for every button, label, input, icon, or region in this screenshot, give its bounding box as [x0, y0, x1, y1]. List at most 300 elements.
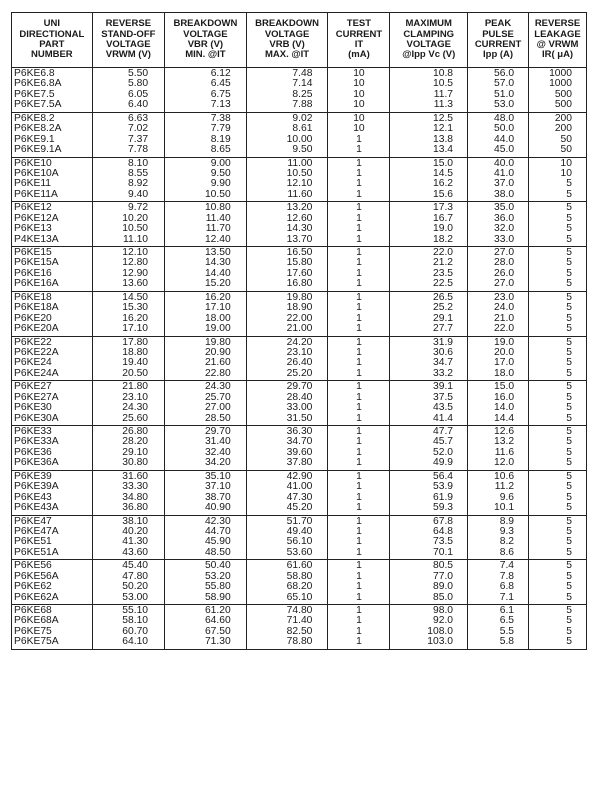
- breakdown-min-value: 48.50: [204, 546, 231, 558]
- breakdown-max-value: 19.80: [286, 291, 313, 303]
- peak-pulse-current-value: 10.6: [494, 470, 515, 482]
- clamping-voltage-value: 47.7: [432, 426, 454, 437]
- test-current-cell: [328, 336, 390, 381]
- table-row-group: [12, 112, 587, 157]
- clamping-voltage-value: 64.8: [432, 525, 454, 537]
- breakdown-max-value: 7.88: [292, 99, 313, 111]
- standoff-voltage-cell: [92, 247, 164, 292]
- clamping-voltage-value: 92.0: [432, 615, 454, 627]
- standoff-voltage-value: 20.50: [122, 367, 149, 379]
- clamping-voltage-value: 27.7: [432, 323, 454, 335]
- table-body: [12, 68, 587, 650]
- breakdown-min-cell: [165, 560, 247, 605]
- peak-pulse-current-value: 13.2: [494, 436, 515, 448]
- clamping-voltage-value: 11.7: [433, 88, 454, 100]
- test-current-cell: [328, 605, 390, 650]
- part-number-value: P6KE68A: [14, 615, 59, 627]
- breakdown-max-value: 39.60: [286, 446, 313, 458]
- clamping-voltage-value: 22.0: [432, 247, 454, 258]
- peak-pulse-current-value: 9.6: [499, 491, 515, 503]
- col-breakdown-max-header: [246, 13, 328, 68]
- breakdown-max-value: 10.50: [286, 167, 313, 179]
- clamping-voltage-value: 53.9: [432, 481, 454, 493]
- breakdown-min-value: 10.80: [204, 202, 231, 214]
- standoff-voltage-value: 7.02: [128, 123, 149, 135]
- breakdown-max-value: 7.48: [292, 68, 313, 79]
- standoff-voltage-value: 13.60: [122, 278, 149, 290]
- peak-pulse-current-value: 8.6: [499, 546, 515, 558]
- part-number-value: P6KE15A: [14, 257, 59, 269]
- peak-pulse-current-value: 5.8: [499, 636, 515, 648]
- clamping-voltage-cell: [390, 291, 468, 336]
- reverse-leakage-value: 5: [566, 291, 572, 303]
- header-text-line: CLAMPING: [403, 28, 455, 40]
- part-number-value: P6KE30A: [14, 412, 59, 424]
- part-number-cell: [12, 112, 93, 157]
- peak-pulse-current-value: 11.6: [494, 446, 515, 458]
- breakdown-min-value: 19.00: [204, 323, 231, 335]
- header-text-line: @Ipp Vc (V): [402, 49, 456, 61]
- standoff-voltage-value: 28.20: [122, 436, 149, 448]
- peak-pulse-current-cell: [468, 247, 529, 292]
- peak-pulse-current-value: 38.0: [494, 188, 515, 200]
- breakdown-min-value: 18.00: [204, 312, 231, 324]
- test-current-value: 1: [356, 267, 362, 279]
- breakdown-max-value: 8.61: [292, 123, 313, 135]
- test-current-value: 1: [356, 257, 362, 269]
- breakdown-max-value: 13.20: [286, 202, 313, 214]
- peak-pulse-current-value: 27.0: [494, 278, 515, 290]
- breakdown-min-value: 40.90: [204, 502, 231, 514]
- part-number-value: P6KE56A: [14, 570, 59, 582]
- test-current-value: 1: [356, 570, 362, 582]
- peak-pulse-current-value: 56.0: [494, 68, 515, 79]
- header-text-line: REVERSE: [105, 18, 152, 30]
- breakdown-min-value: 9.00: [210, 157, 231, 169]
- clamping-voltage-value: 37.5: [432, 391, 454, 403]
- reverse-leakage-cell: [529, 560, 587, 605]
- breakdown-min-value: 44.70: [204, 525, 231, 537]
- clamping-voltage-value: 18.2: [432, 233, 454, 245]
- standoff-voltage-cell: [92, 560, 164, 605]
- part-number-value: P6KE36: [14, 446, 52, 458]
- breakdown-min-cell: [165, 68, 247, 113]
- reverse-leakage-value: 5: [566, 536, 572, 548]
- breakdown-max-value: 7.14: [292, 78, 313, 90]
- clamping-voltage-value: 17.3: [432, 202, 454, 214]
- part-number-value: P6KE10: [14, 157, 52, 169]
- peak-pulse-current-value: 7.8: [499, 570, 515, 582]
- clamping-voltage-value: 30.6: [432, 346, 454, 358]
- peak-pulse-current-value: 10.1: [494, 502, 515, 514]
- breakdown-max-value: 37.80: [286, 457, 313, 469]
- standoff-voltage-value: 41.30: [122, 536, 149, 548]
- test-current-value: 1: [356, 470, 362, 482]
- breakdown-min-value: 21.60: [204, 357, 231, 369]
- standoff-voltage-value: 10.50: [122, 223, 149, 235]
- reverse-leakage-value: 5: [566, 257, 572, 269]
- reverse-leakage-cell: [529, 247, 587, 292]
- test-current-value: 1: [356, 346, 362, 358]
- test-current-value: 1: [356, 367, 362, 379]
- breakdown-min-value: 58.90: [204, 591, 231, 603]
- clamping-voltage-value: 15.0: [432, 157, 454, 169]
- clamping-voltage-value: 21.2: [432, 257, 454, 269]
- reverse-leakage-value: 5: [566, 636, 572, 648]
- breakdown-min-value: 37.10: [204, 481, 231, 493]
- standoff-voltage-cell: [92, 381, 164, 426]
- reverse-leakage-value: 5: [566, 267, 572, 279]
- peak-pulse-current-value: 48.0: [494, 112, 515, 124]
- peak-pulse-current-value: 12.6: [494, 426, 515, 437]
- clamping-voltage-value: 16.2: [432, 178, 454, 190]
- test-current-value: 1: [356, 625, 362, 637]
- reverse-leakage-cell: [529, 336, 587, 381]
- peak-pulse-current-value: 27.0: [494, 247, 515, 258]
- col-test-current-header: [328, 13, 390, 68]
- test-current-value: 1: [356, 491, 362, 503]
- clamping-voltage-value: 34.7: [432, 357, 454, 369]
- part-number-cell: [12, 426, 93, 471]
- reverse-leakage-value: 5: [566, 202, 572, 214]
- part-number-value: P4KE13A: [14, 233, 59, 245]
- reverse-leakage-value: 50: [560, 133, 572, 145]
- breakdown-min-value: 34.20: [204, 457, 231, 469]
- standoff-voltage-value: 25.60: [122, 412, 149, 424]
- breakdown-min-value: 29.70: [204, 426, 231, 437]
- standoff-voltage-value: 17.10: [122, 323, 149, 335]
- peak-pulse-current-cell: [468, 336, 529, 381]
- part-number-value: P6KE27A: [14, 391, 59, 403]
- breakdown-max-cell: [246, 202, 328, 247]
- reverse-leakage-cell: [529, 515, 587, 560]
- standoff-voltage-value: 19.40: [122, 357, 149, 369]
- breakdown-max-value: 31.50: [286, 412, 313, 424]
- breakdown-max-cell: [246, 291, 328, 336]
- part-number-cell: [12, 247, 93, 292]
- test-current-value: 1: [356, 426, 362, 437]
- clamping-voltage-value: 25.2: [432, 302, 454, 314]
- test-current-cell: [328, 247, 390, 292]
- part-number-value: P6KE39: [14, 470, 52, 482]
- breakdown-max-cell: [246, 112, 328, 157]
- clamping-voltage-value: 56.4: [432, 470, 454, 482]
- peak-pulse-current-cell: [468, 560, 529, 605]
- clamping-voltage-value: 61.9: [432, 491, 454, 503]
- clamping-voltage-value: 52.0: [432, 446, 454, 458]
- reverse-leakage-value: 5: [566, 502, 572, 514]
- clamping-voltage-value: 70.1: [432, 546, 454, 558]
- test-current-value: 1: [356, 223, 362, 235]
- breakdown-max-value: 9.02: [292, 112, 313, 124]
- test-current-cell: [328, 515, 390, 560]
- peak-pulse-current-value: 21.0: [494, 312, 515, 324]
- table-row-group: [12, 68, 587, 113]
- header-text-line: VOLTAGE: [264, 28, 310, 40]
- test-current-value: 1: [356, 560, 362, 572]
- clamping-voltage-cell: [390, 381, 468, 426]
- breakdown-min-value: 31.40: [204, 436, 231, 448]
- test-current-value: 1: [356, 157, 362, 169]
- clamping-voltage-value: 12.5: [432, 112, 454, 124]
- part-number-value: P6KE62A: [14, 591, 59, 603]
- breakdown-min-value: 28.50: [204, 412, 231, 424]
- clamping-voltage-cell: [390, 157, 468, 202]
- peak-pulse-current-cell: [468, 112, 529, 157]
- reverse-leakage-cell: [529, 426, 587, 471]
- peak-pulse-current-value: 6.8: [499, 581, 515, 593]
- header-text-line: VOLTAGE: [406, 39, 451, 50]
- peak-pulse-current-cell: [468, 157, 529, 202]
- reverse-leakage-cell: [529, 291, 587, 336]
- part-number-value: P6KE7.5A: [14, 99, 62, 111]
- part-number-value: P6KE20A: [14, 323, 59, 335]
- reverse-leakage-value: 50: [560, 144, 572, 156]
- part-number-value: P6KE33A: [14, 436, 59, 448]
- clamping-voltage-value: 19.0: [432, 223, 454, 235]
- part-number-value: P6KE18: [14, 291, 52, 303]
- standoff-voltage-value: 38.10: [122, 515, 149, 527]
- breakdown-max-value: 78.80: [286, 636, 313, 648]
- breakdown-min-value: 67.50: [204, 625, 231, 637]
- breakdown-max-value: 12.10: [286, 178, 313, 190]
- part-number-value: P6KE8.2A: [14, 123, 62, 135]
- standoff-voltage-value: 24.30: [122, 402, 149, 414]
- test-current-value: 10: [353, 112, 365, 124]
- breakdown-max-value: 15.80: [286, 257, 313, 269]
- table-row-group: [12, 202, 587, 247]
- test-current-value: 1: [356, 412, 362, 424]
- col-part-number-header: [12, 13, 93, 68]
- reverse-leakage-value: 5: [566, 470, 572, 482]
- peak-pulse-current-value: 7.1: [499, 591, 515, 603]
- reverse-leakage-value: 5: [566, 426, 572, 437]
- standoff-voltage-cell: [92, 336, 164, 381]
- peak-pulse-current-cell: [468, 470, 529, 515]
- standoff-voltage-value: 8.10: [128, 157, 149, 169]
- reverse-leakage-value: 200: [554, 123, 572, 135]
- peak-pulse-current-cell: [468, 291, 529, 336]
- test-current-value: 1: [356, 357, 362, 369]
- standoff-voltage-value: 45.40: [122, 560, 149, 572]
- reverse-leakage-value: 5: [566, 457, 572, 469]
- reverse-leakage-value: 200: [554, 112, 572, 124]
- test-current-cell: [328, 381, 390, 426]
- peak-pulse-current-value: 50.0: [494, 123, 515, 135]
- header-text-line: STAND-OFF: [101, 28, 156, 40]
- part-number-value: P6KE56: [14, 560, 52, 572]
- test-current-cell: [328, 470, 390, 515]
- breakdown-max-value: 21.00: [286, 323, 313, 335]
- part-number-value: P6KE33: [14, 426, 52, 437]
- standoff-voltage-value: 50.20: [122, 581, 149, 593]
- reverse-leakage-value: 10: [560, 157, 572, 169]
- reverse-leakage-value: 500: [554, 88, 572, 100]
- reverse-leakage-value: 5: [566, 212, 572, 224]
- reverse-leakage-value: 5: [566, 625, 572, 637]
- peak-pulse-current-cell: [468, 515, 529, 560]
- breakdown-max-value: 47.30: [286, 491, 313, 503]
- breakdown-max-value: 25.20: [286, 367, 313, 379]
- peak-pulse-current-cell: [468, 68, 529, 113]
- part-number-value: P6KE15: [14, 247, 52, 258]
- clamping-voltage-cell: [390, 202, 468, 247]
- table-row-group: [12, 560, 587, 605]
- clamping-voltage-cell: [390, 68, 468, 113]
- peak-pulse-current-value: 57.0: [494, 78, 515, 90]
- standoff-voltage-cell: [92, 605, 164, 650]
- standoff-voltage-value: 58.10: [122, 615, 149, 627]
- part-number-value: P6KE11: [14, 178, 52, 190]
- breakdown-min-value: 25.70: [204, 391, 231, 403]
- reverse-leakage-value: 5: [566, 357, 572, 369]
- datasheet-table: [11, 12, 587, 650]
- peak-pulse-current-value: 41.0: [494, 167, 515, 179]
- peak-pulse-current-value: 7.4: [499, 560, 515, 572]
- breakdown-max-value: 41.00: [286, 481, 313, 493]
- peak-pulse-current-value: 44.0: [494, 133, 515, 145]
- breakdown-min-value: 20.90: [204, 346, 231, 358]
- breakdown-max-cell: [246, 157, 328, 202]
- clamping-voltage-value: 85.0: [432, 591, 454, 603]
- part-number-value: P6KE47A: [14, 525, 59, 537]
- part-number-value: P6KE75A: [14, 636, 59, 648]
- breakdown-min-value: 12.40: [204, 233, 231, 245]
- clamping-voltage-cell: [390, 112, 468, 157]
- clamping-voltage-value: 23.5: [432, 267, 454, 279]
- breakdown-min-value: 32.40: [204, 446, 231, 458]
- peak-pulse-current-value: 35.0: [494, 202, 515, 214]
- clamping-voltage-cell: [390, 515, 468, 560]
- breakdown-min-cell: [165, 112, 247, 157]
- test-current-value: 1: [356, 188, 362, 200]
- clamping-voltage-value: 43.5: [432, 402, 454, 414]
- breakdown-min-cell: [165, 515, 247, 560]
- reverse-leakage-value: 5: [566, 605, 572, 616]
- breakdown-max-value: 58.80: [286, 570, 313, 582]
- reverse-leakage-value: 5: [566, 446, 572, 458]
- header-text-line: NUMBER: [30, 49, 73, 61]
- breakdown-max-cell: [246, 515, 328, 560]
- peak-pulse-current-value: 32.0: [494, 223, 515, 235]
- table-row-group: [12, 336, 587, 381]
- peak-pulse-current-value: 14.0: [494, 402, 515, 414]
- clamping-voltage-value: 10.8: [432, 68, 454, 79]
- breakdown-max-value: 53.60: [286, 546, 313, 558]
- part-number-value: P6KE39A: [14, 481, 59, 493]
- peak-pulse-current-value: 28.0: [494, 257, 515, 269]
- peak-pulse-current-value: 37.0: [494, 178, 515, 190]
- header-text-line: @ VRWM: [536, 39, 579, 50]
- breakdown-min-cell: [165, 157, 247, 202]
- peak-pulse-current-value: 6.1: [499, 605, 515, 616]
- reverse-leakage-value: 5: [566, 302, 572, 314]
- breakdown-max-cell: [246, 560, 328, 605]
- peak-pulse-current-value: 14.4: [494, 412, 515, 424]
- test-current-value: 1: [356, 336, 362, 348]
- part-number-cell: [12, 560, 93, 605]
- part-number-value: P6KE36A: [14, 457, 59, 469]
- reverse-leakage-value: 5: [566, 515, 572, 527]
- col-breakdown-min-header: [165, 13, 247, 68]
- reverse-leakage-value: 1000: [549, 78, 572, 90]
- breakdown-max-value: 23.10: [286, 346, 313, 358]
- header-text-line: Ipp (A): [483, 49, 514, 61]
- clamping-voltage-value: 31.9: [432, 336, 454, 348]
- test-current-value: 10: [353, 123, 365, 135]
- part-number-value: P6KE9.1: [14, 133, 55, 145]
- reverse-leakage-value: 5: [566, 278, 572, 290]
- header-text-line: MAX. @IT: [265, 49, 310, 61]
- part-number-value: P6KE68: [14, 605, 52, 616]
- breakdown-min-value: 22.80: [204, 367, 231, 379]
- part-number-value: P6KE22: [14, 336, 52, 348]
- test-current-value: 1: [356, 291, 362, 303]
- test-current-value: 1: [356, 247, 362, 258]
- clamping-voltage-value: 13.8: [432, 133, 454, 145]
- reverse-leakage-value: 5: [566, 615, 572, 627]
- peak-pulse-current-value: 40.0: [494, 157, 515, 169]
- table-row-group: [12, 515, 587, 560]
- test-current-value: 10: [353, 88, 365, 100]
- breakdown-max-value: 17.60: [286, 267, 313, 279]
- test-current-value: 1: [356, 323, 362, 335]
- reverse-leakage-value: 5: [566, 402, 572, 414]
- test-current-value: 1: [356, 312, 362, 324]
- standoff-voltage-value: 34.80: [122, 491, 149, 503]
- test-current-value: 10: [353, 99, 365, 111]
- standoff-voltage-value: 8.55: [128, 167, 149, 179]
- reverse-leakage-value: 1000: [549, 68, 572, 79]
- breakdown-min-value: 42.30: [204, 515, 231, 527]
- reverse-leakage-cell: [529, 157, 587, 202]
- standoff-voltage-value: 60.70: [122, 625, 149, 637]
- standoff-voltage-cell: [92, 291, 164, 336]
- reverse-leakage-value: 5: [566, 591, 572, 603]
- test-current-value: 10: [353, 68, 365, 79]
- standoff-voltage-value: 30.80: [122, 457, 149, 469]
- part-number-value: P6KE75: [14, 625, 52, 637]
- breakdown-max-value: 42.90: [286, 470, 313, 482]
- standoff-voltage-value: 14.50: [122, 291, 149, 303]
- peak-pulse-current-value: 26.0: [494, 267, 515, 279]
- test-current-cell: [328, 202, 390, 247]
- breakdown-max-cell: [246, 470, 328, 515]
- breakdown-min-cell: [165, 336, 247, 381]
- breakdown-max-cell: [246, 605, 328, 650]
- test-current-value: 1: [356, 515, 362, 527]
- standoff-voltage-value: 11.10: [123, 233, 149, 245]
- breakdown-max-value: 61.60: [286, 560, 313, 572]
- reverse-leakage-cell: [529, 68, 587, 113]
- reverse-leakage-cell: [529, 605, 587, 650]
- part-number-value: P6KE9.1A: [14, 144, 62, 156]
- breakdown-max-value: 8.25: [292, 88, 313, 100]
- header-text-line: CURRENT: [335, 28, 383, 40]
- table-row-group: [12, 157, 587, 202]
- breakdown-max-value: 45.20: [286, 502, 313, 514]
- header-text-line: LEAKAGE: [534, 28, 581, 40]
- peak-pulse-current-value: 51.0: [494, 88, 515, 100]
- clamping-voltage-value: 80.5: [432, 560, 454, 572]
- header-text-line: IT: [354, 39, 364, 50]
- peak-pulse-current-value: 15.0: [494, 381, 515, 393]
- breakdown-min-value: 16.20: [204, 291, 231, 303]
- breakdown-min-cell: [165, 291, 247, 336]
- breakdown-max-value: 13.70: [286, 233, 313, 245]
- clamping-voltage-value: 11.3: [433, 99, 454, 111]
- table-row-group: [12, 381, 587, 426]
